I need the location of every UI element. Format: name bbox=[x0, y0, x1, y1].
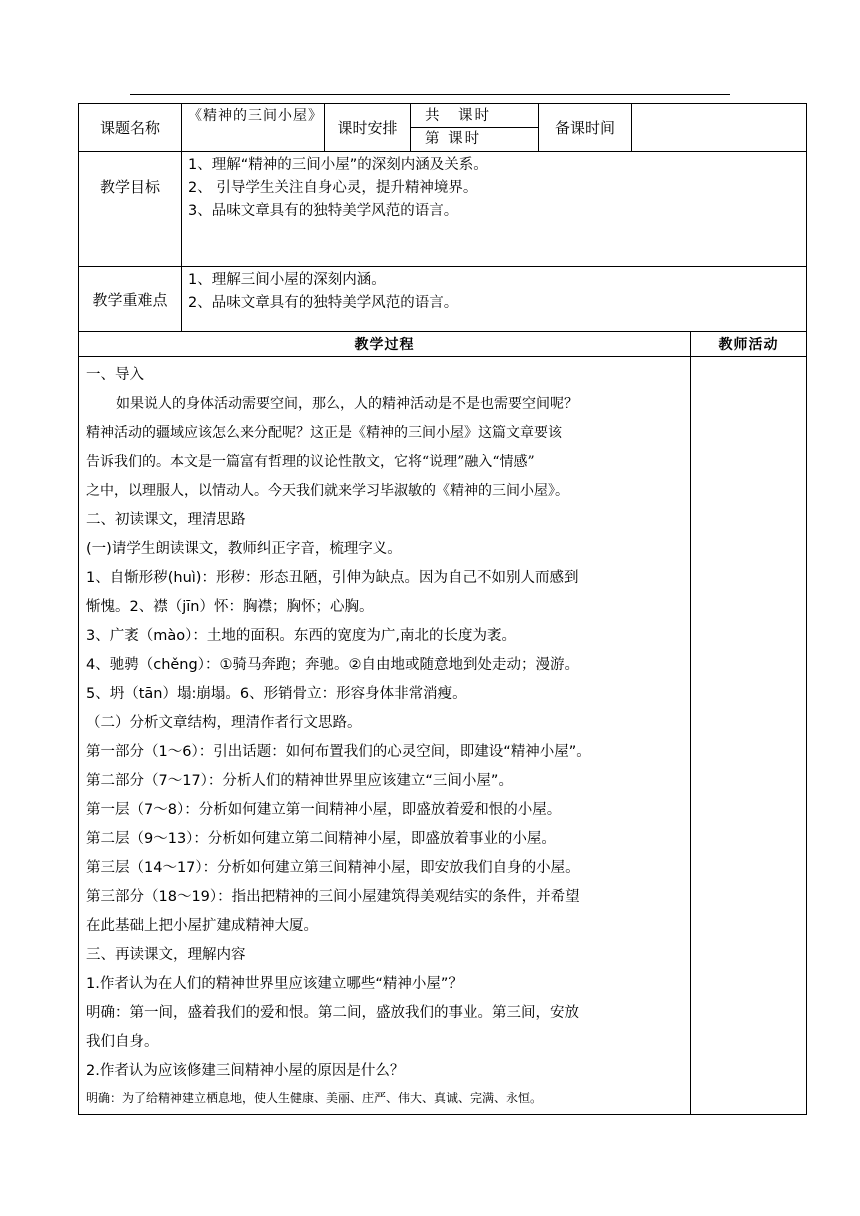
section-heading: 二、初读课文，理清思路 bbox=[86, 512, 246, 528]
key-points-label: 教学重难点 bbox=[79, 267, 182, 332]
key-points-content bbox=[182, 267, 807, 332]
paragraph-line: 惭愧。2、襟（jīn）怀：胸襟；胸怀；心胸。 bbox=[86, 599, 374, 615]
paragraph-line: 我们自身。 bbox=[86, 1034, 159, 1050]
paragraph-line: 第一部分（1～6）：引出话题：如何布置我们的心灵空间，即建设“精神小屋”。 bbox=[86, 744, 591, 760]
paragraph-line: 1、自惭形秽(huì)：形秽：形态丑陋，引伸为缺点。因为自己不如别人而感到 bbox=[86, 570, 579, 586]
title-label: 课题名称 bbox=[79, 104, 182, 152]
paragraph-line: 4、驰骋（chěng）：①骑马奔跑；奔驰。②自由地或随意地到处走动；漫游。 bbox=[86, 657, 579, 673]
objective-item: 3、品味文章具有的独特美学风范的语言。 bbox=[188, 203, 459, 219]
paragraph-line: 3、广袤（mào）：土地的面积。东西的宽度为广,南北的长度为袤。 bbox=[86, 628, 516, 644]
key-point-item: 1、理解三间小屋的深刻内涵。 bbox=[188, 272, 386, 288]
paragraph-line: 如果说人的身体活动需要空间，那么，人的精神活动是不是也需要空间呢？ bbox=[116, 396, 578, 412]
process-body-row bbox=[79, 357, 807, 1115]
paragraph-line: 5、坍（tān）塌:崩塌。6、形销骨立：形容身体非常消瘦。 bbox=[86, 686, 467, 702]
key-points-row bbox=[79, 267, 807, 332]
prep-time-label: 备课时间 bbox=[539, 104, 632, 152]
process-header: 教学过程 bbox=[79, 332, 691, 357]
paragraph-line: 明确：第一间，盛着我们的爱和恨。第二间，盛放我们的事业。第三间，安放 bbox=[86, 1005, 579, 1021]
paragraph-line: (一)请学生朗读课文，教师纠正字音，梳理字义。 bbox=[86, 541, 402, 557]
objectives-row bbox=[79, 152, 807, 267]
lesson-plan-table bbox=[78, 103, 807, 1115]
paragraph-line: 之中，以理服人，以情动人。今天我们就来学习毕淑敏的《精神的三间小屋》。 bbox=[86, 483, 569, 499]
paragraph-line: 1.作者认为在人们的精神世界里应该建立哪些“精神小屋”？ bbox=[86, 976, 463, 992]
objective-item: 2、 引导学生关注自身心灵，提升精神境界。 bbox=[188, 180, 478, 196]
total-hours: 共 课时 bbox=[425, 108, 491, 124]
paragraph-line: 明确：为了给精神建立栖息地，使人生健康、美丽、庄严、伟大、真诚、完满、永恒。 bbox=[86, 1091, 543, 1105]
header-rule bbox=[130, 94, 730, 95]
paragraph-line: 在此基础上把小屋扩建成精神大厦。 bbox=[86, 918, 318, 934]
title-value: 《精神的三间小屋》 bbox=[182, 104, 325, 152]
header-row bbox=[79, 104, 807, 152]
paragraph-line: 告诉我们的。本文是一篇富有哲理的议论性散文，它将“说理”融入“情感” bbox=[86, 454, 535, 470]
paragraph-line: 第三层（14～17）：分析如何建立第三间精神小屋，即安放我们自身的小屋。 bbox=[86, 860, 580, 876]
teacher-activity-content bbox=[691, 357, 807, 1115]
prep-time-value bbox=[632, 104, 807, 152]
hours-cell bbox=[411, 104, 539, 152]
paragraph-line: 第二层（9～13）：分析如何建立第二间精神小屋，即盛放着事业的小屋。 bbox=[86, 831, 556, 847]
objective-item: 1、理解“精神的三间小屋”的深刻内涵及关系。 bbox=[188, 157, 488, 173]
paragraph-line: 精神活动的疆域应该怎么来分配呢？这正是《精神的三间小屋》这篇文章要该 bbox=[86, 425, 562, 441]
key-point-item: 2、品味文章具有的独特美学风范的语言。 bbox=[188, 295, 459, 311]
process-content bbox=[79, 357, 691, 1115]
teacher-activity-header: 教师活动 bbox=[691, 332, 807, 357]
process-header-row bbox=[79, 332, 807, 357]
paragraph-line: （二）分析文章结构，理清作者行文思路。 bbox=[86, 715, 362, 731]
current-hour: 第 课时 bbox=[411, 127, 538, 150]
objectives-label: 教学目标 bbox=[79, 152, 182, 267]
section-heading: 一、导入 bbox=[86, 367, 144, 383]
schedule-label: 课时安排 bbox=[325, 104, 411, 152]
objectives-content bbox=[182, 152, 807, 267]
section-heading: 三、再读课文，理解内容 bbox=[86, 947, 246, 963]
paragraph-line: 第一层（7～8）：分析如何建立第一间精神小屋，即盛放着爱和恨的小屋。 bbox=[86, 802, 562, 818]
paragraph-line: 2.作者认为应该修建三间精神小屋的原因是什么？ bbox=[86, 1063, 405, 1079]
paragraph-line: 第二部分（7～17）：分析人们的精神世界里应该建立“三间小屋”。 bbox=[86, 773, 513, 789]
paragraph-line: 第三部分（18～19）：指出把精神的三间小屋建筑得美观结实的条件，并希望 bbox=[86, 889, 580, 905]
